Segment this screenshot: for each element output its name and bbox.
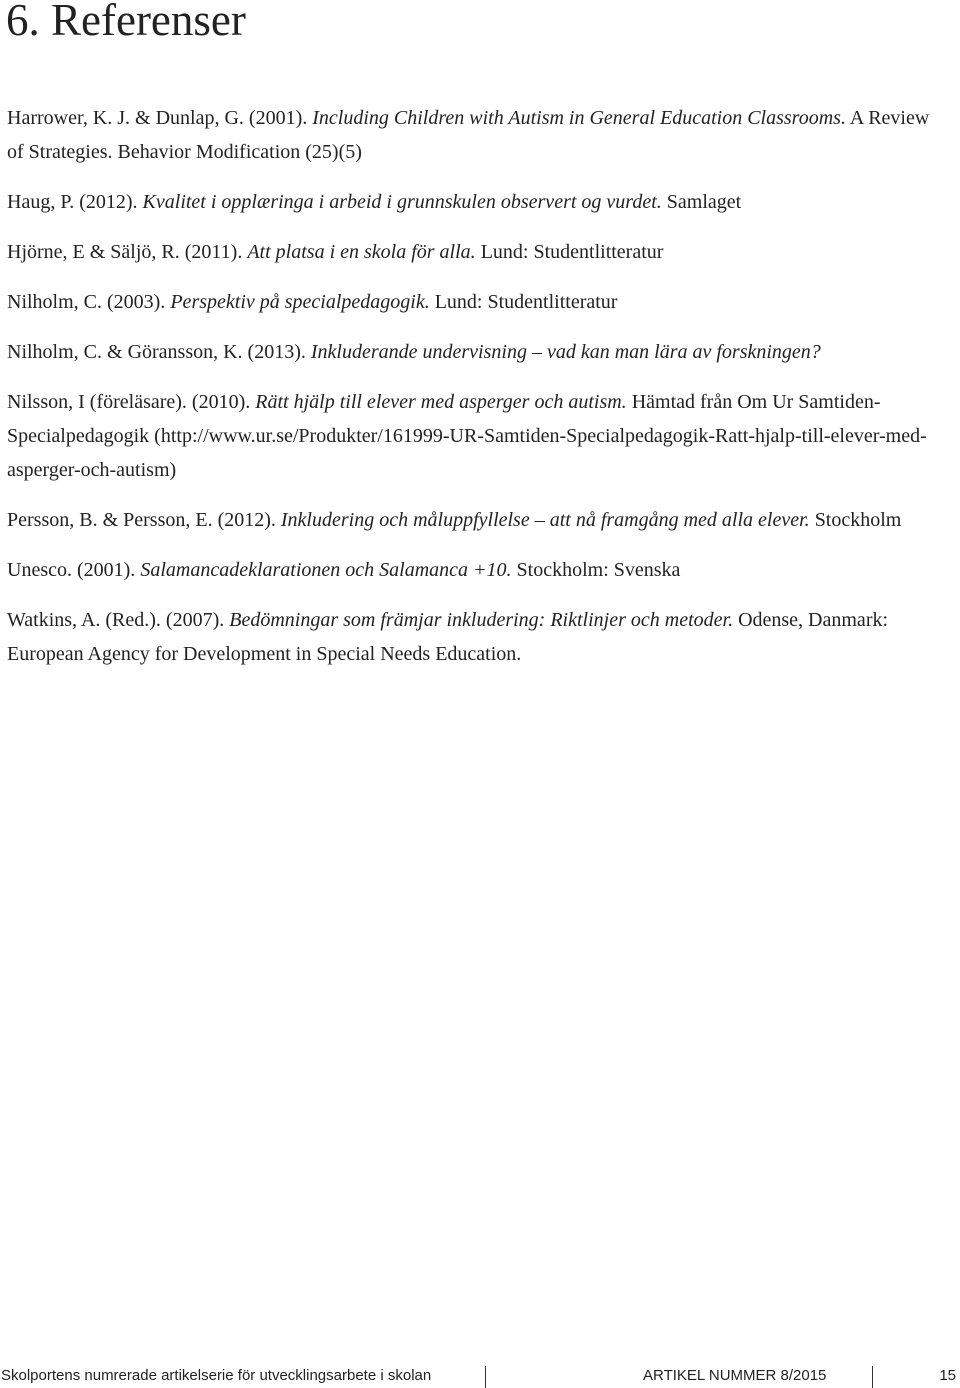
reference-details: Stockholm [809,509,902,531]
reference-details: A Review of Strategies. Behavior Modification (25)(5) [7,107,930,163]
reference-authors: Persson, B. & Persson, E. (2012). [7,509,281,531]
reference-title: Rätt hjälp till elever med asperger och autism. [255,391,627,413]
reference-title: Att platsa i en skola för alla. [247,241,476,263]
reference-item [7,101,947,169]
reference-item [7,503,947,537]
reference-authors: Nilholm, C. & Göransson, K. (2013). [7,341,311,363]
reference-details: Odense, Danmark: European Agency for Development in Special Needs Education. [7,609,889,665]
reference-authors: Hjörne, E & Säljö, R. (2011). [7,241,248,263]
reference-authors: Nilholm, C. (2003). [7,291,171,313]
footer-divider [485,1366,486,1388]
reference-authors: Watkins, A. (Red.). (2007). [7,609,230,631]
reference-item [7,285,947,319]
reference-title: Kvalitet i opplæringa i arbeid i grunnskulen observert og vurdet. [142,191,662,213]
reference-title: Salamancadeklarationen och Salamanca +10. [140,559,512,581]
reference-item [7,553,947,587]
reference-item [7,385,947,487]
reference-title: Bedömningar som främjar inkludering: Riktlinjer och metoder. [229,609,734,631]
reference-title: Inkluderande undervisning – vad kan man lära av forskningen? [310,341,821,363]
reference-item [7,235,947,269]
reference-authors: Unesco. (2001). [7,559,141,581]
reference-list [7,101,947,687]
footer-article-number: ARTIKEL NUMMER 8/2015 [643,1367,827,1384]
footer-series-title: Skolportens numrerade artikelserie för utvecklingsarbete i skolan [1,1367,432,1384]
reference-title: Perspektiv på specialpedagogik. [170,291,430,313]
reference-details: Lund: Studentlitteratur [429,291,618,313]
reference-item [7,335,947,369]
reference-authors: Haug, P. (2012). [7,191,143,213]
reference-authors: Harrower, K. J. & Dunlap, G. (2001). [7,107,313,129]
reference-title: Inkludering och måluppfyllelse – att nå framgång med alla elever. [280,509,810,531]
reference-details: Hämtad från Om Ur Samtiden-Specialpedagogik (http://www.ur.se/Produkter/161999-UR-Samtiden-Specialpedagogik-Ratt-hjalp-till-elever-med-asperger-och-autism) [7,391,927,481]
page-footer [0,1366,960,1388]
reference-item [7,185,947,219]
page-number: 15 [939,1367,956,1384]
reference-details: Samlaget [661,191,742,213]
reference-title: Including Children with Autism in General Education Classrooms. [312,107,846,129]
reference-item [7,603,947,671]
reference-details: Stockholm: Svenska [511,559,681,581]
reference-details: Lund: Studentlitteratur [475,241,664,263]
footer-divider [872,1366,873,1388]
section-heading: 6. Referenser [6,0,246,45]
reference-authors: Nilsson, I (föreläsare). (2010). [7,391,256,413]
